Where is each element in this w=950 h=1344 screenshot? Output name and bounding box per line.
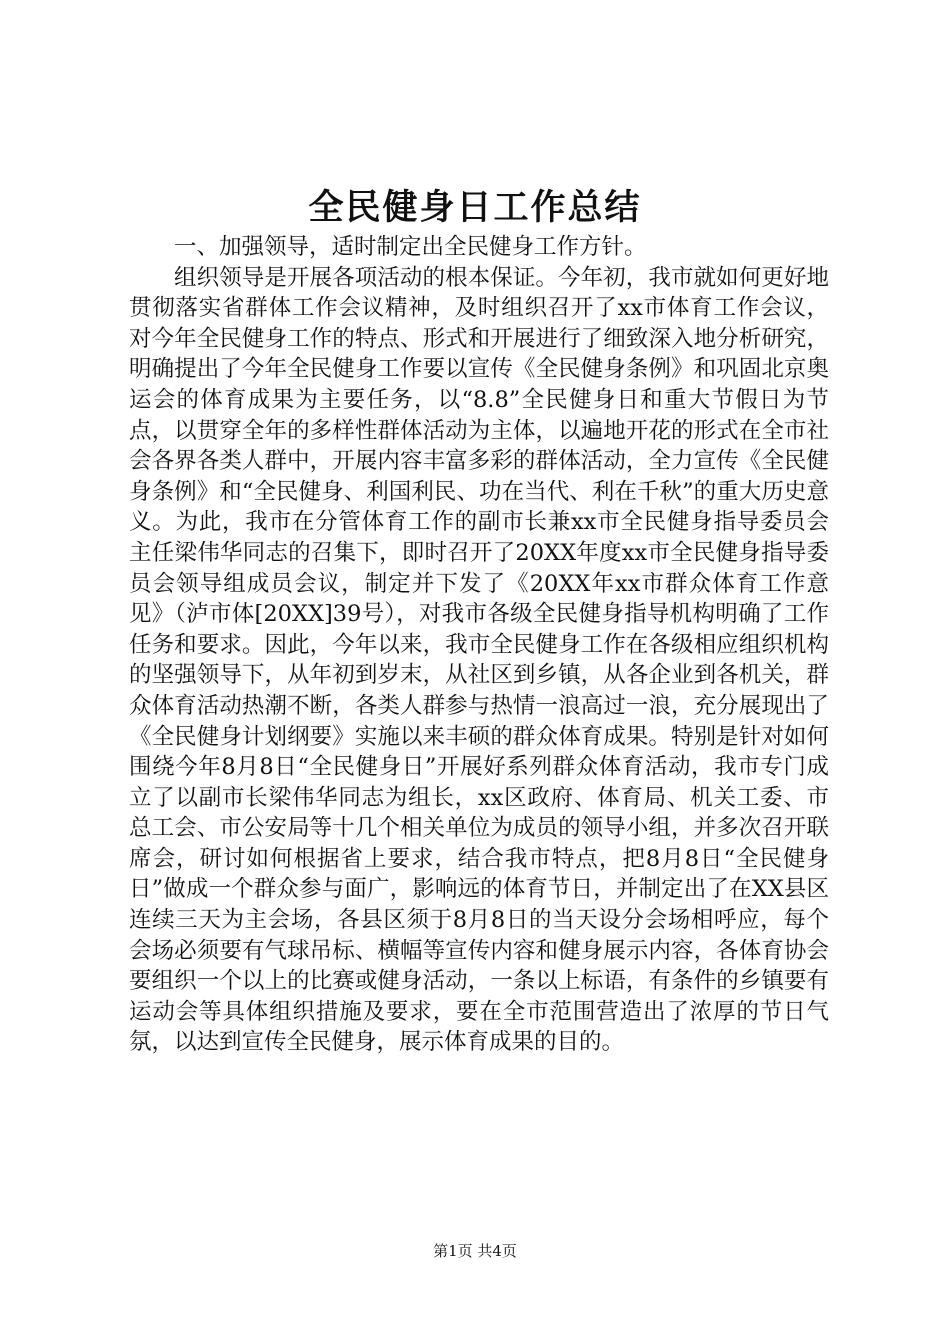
document-body [129, 232, 829, 1058]
body-paragraph: 组织领导是开展各项活动的根本保证。今年初，我市就如何更好地贯彻落实省群体工作会议精神，及时组织召开了xx市体育工作会议，对今年全民健身工作的特点、形式和开展进行了细致深入地分析研究，明确提出了今年全民健身工作要以宣传《全民健身条例》和巩固北京奥运会的体育成果为主要任务，以“8.8”全民健身日和重大节假日为节点，以贯穿全年的多样性群体活动为主体，以遍地开花的形式在全市社会各界各类人群中，开展内容丰富多彩的群体活动，全力宣传《全民健身条例》和“全民健身、利国利民、功在当代、利在千秋”的重大历史意义。为此，我市在分管体育工作的副市长兼xx市全民健身指导委员会主任梁伟华同志的召集下，即时召开了20XX年度xx市全民健身指导委员会领导组成员会议，制定并下发了《20XX年xx市群众体育工作意见》（泸市体[20XX]39号），对我市各级全民健身指导机构明确了工作任务和要求。因此，今年以来，我市全民健身工作在各级相应组织机构的坚强领导下，从年初到岁末，从社区到乡镇，从各企业到各机关，群众体育活动热潮不断，各类人群参与热情一浪高过一浪，充分展现出了《全民健身计划纲要》实施以来丰硕的群众体育成果。特别是针对如何围绕今年8月8日“全民健身日”开展好系列群众体育活动，我市专门成立了以副市长梁伟华同志为组长，xx区政府、体育局、机关工委、市总工会、市公安局等十几个相关单位为成员的领导小组，并多次召开联席会，研讨如何根据省上要求，结合我市特点，把8月8日“全民健身日”做成一个群众参与面广，影响远的体育节日，并制定出了在XX县区连续三天为主会场，各县区须于8月8日的当天设分会场相呼应，每个会场必须要有气球吊标、横幅等宣传内容和健身展示内容，各体育协会要组织一个以上的比赛或健身活动，一条以上标语，有条件的乡镇要有运动会等具体组织措施及要求，要在全市范围营造出了浓厚的节日气氛，以达到宣传全民健身，展示体育成果的目的。 [129, 264, 829, 1056]
document-title: 全民健身日工作总结 [308, 187, 642, 228]
section-heading: 一、加强领导，适时制定出全民健身工作方针。 [174, 234, 647, 260]
page-number: 第1页 共4页 [433, 1242, 517, 1260]
